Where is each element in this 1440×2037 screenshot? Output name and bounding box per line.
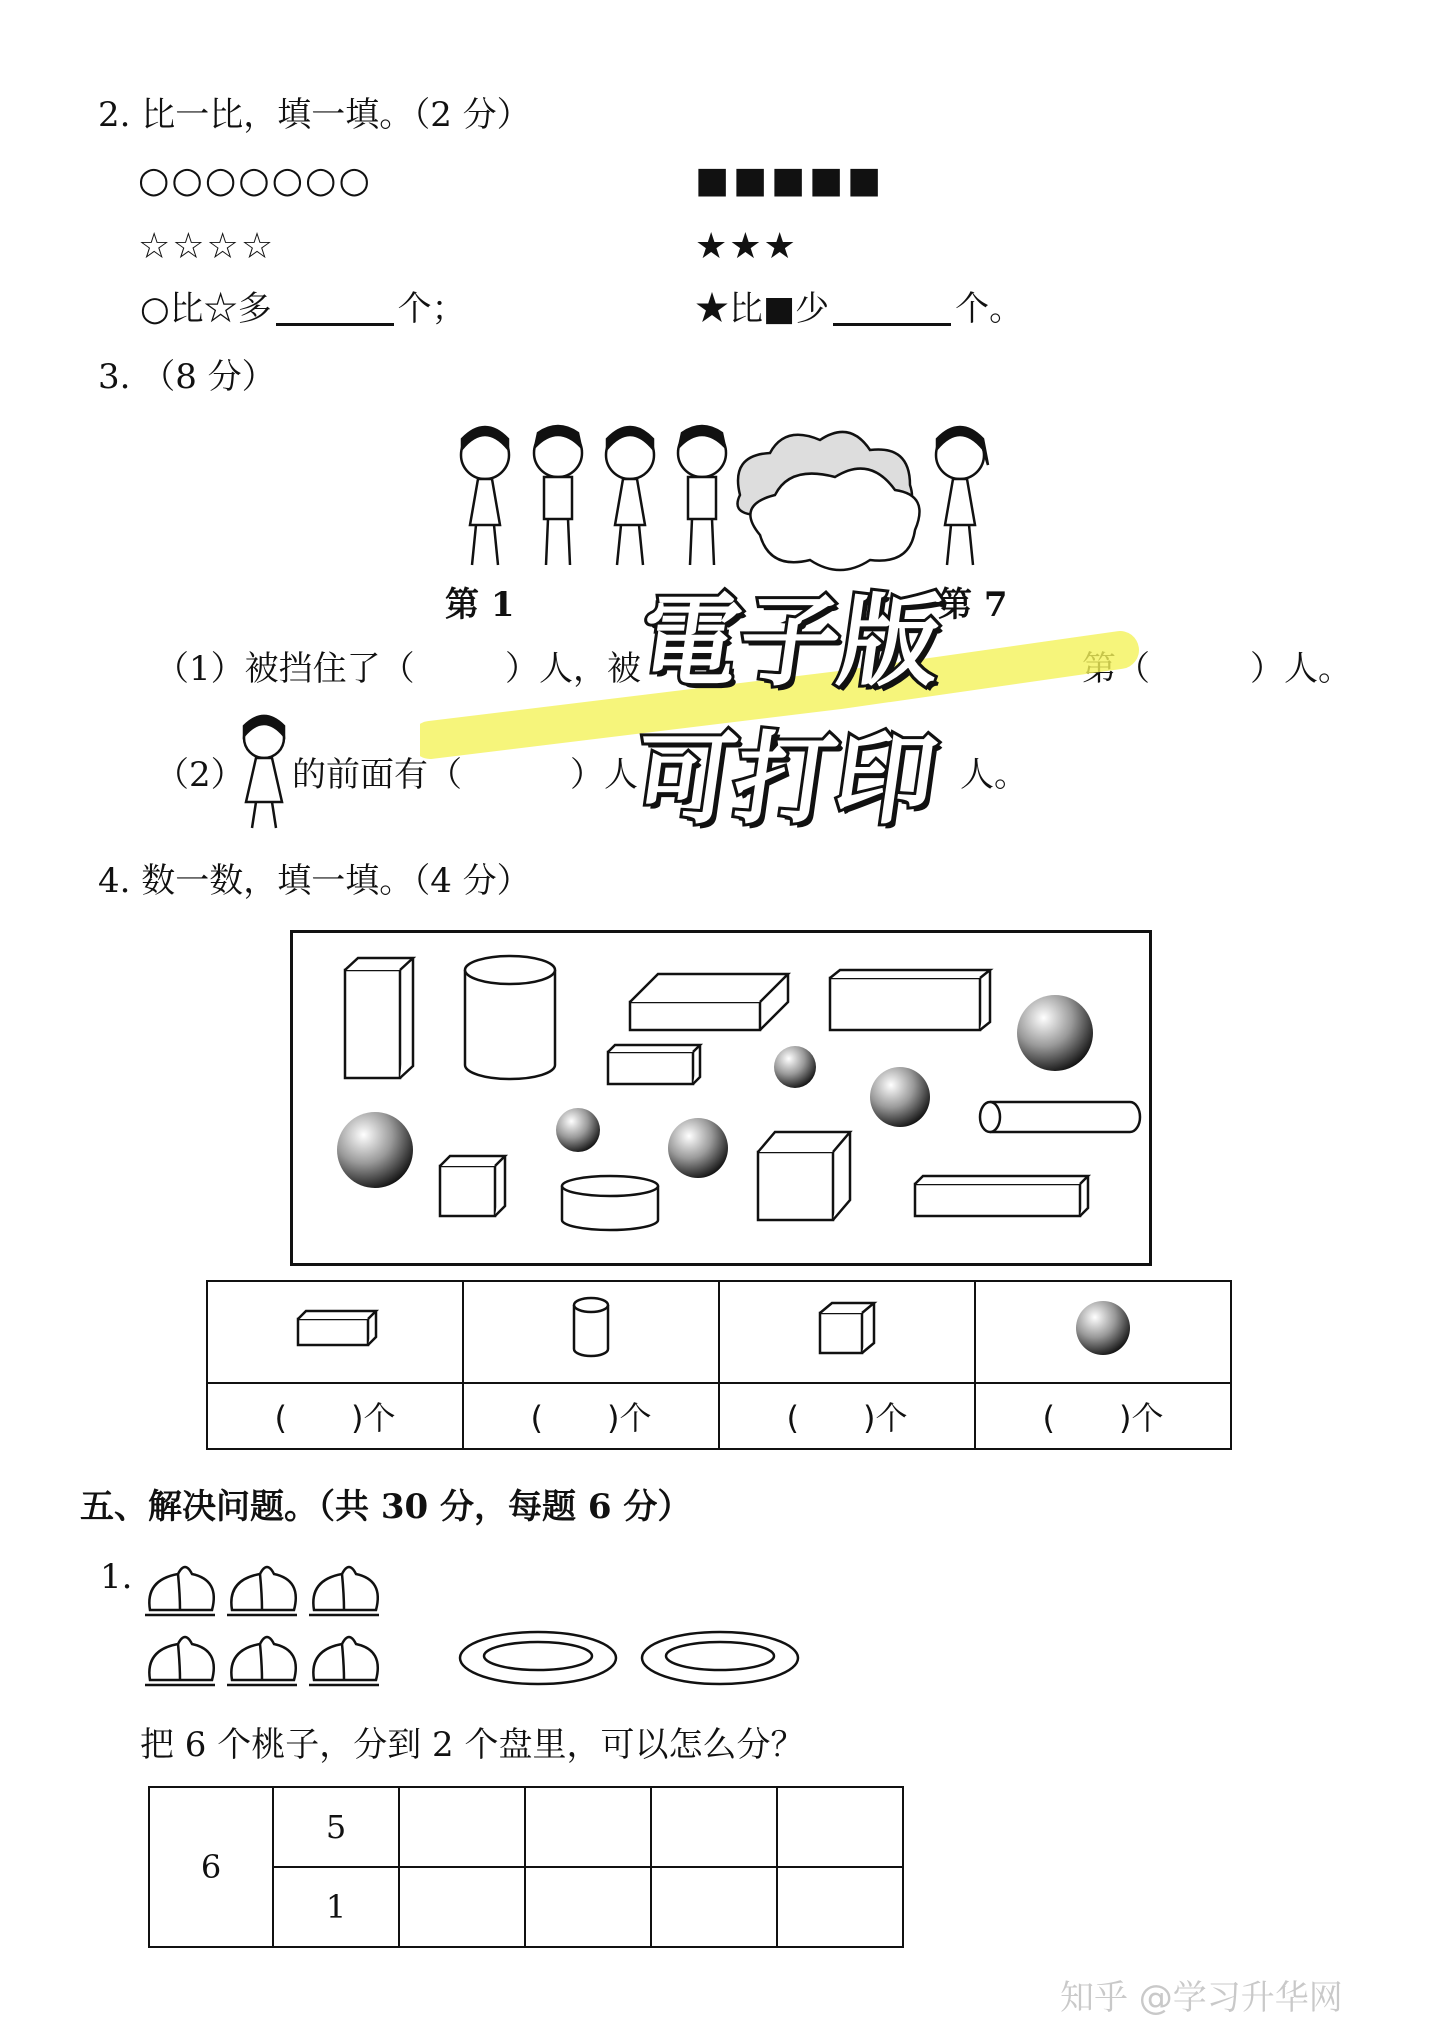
section5-title: 五、解决问题。（共 30 分，每题 6 分） (80, 1487, 692, 1527)
q3-line2-third: ）人 (570, 755, 638, 795)
q3-line2-end: 人。 (960, 755, 1028, 795)
circles-row: ○○○○○○○ (138, 160, 372, 201)
answer-cell[interactable] (651, 1867, 777, 1947)
total-cell: 6 (149, 1787, 273, 1947)
cube-icon (814, 1297, 880, 1359)
q1-number: 1. (100, 1557, 133, 1597)
child-figure-icon (678, 426, 726, 565)
q3-line1-mid: ）人，被 (505, 649, 641, 689)
peach-icon (309, 1567, 379, 1615)
answer-blank[interactable] (833, 293, 951, 326)
cylinder-icon (980, 1102, 1140, 1132)
cloud-icon (738, 432, 920, 570)
child-figure-icon (936, 427, 988, 565)
q3-line1-third: 第（ (1082, 649, 1150, 689)
girl-icon (234, 712, 294, 832)
child-figure-icon (534, 426, 582, 565)
white-stars-row: ☆☆☆☆ (138, 226, 276, 267)
child-figure-icon (606, 427, 654, 565)
cube-count-cell[interactable]: ( )个 (719, 1383, 975, 1449)
bottom-cell: 1 (273, 1867, 399, 1947)
q2-title: 2. 比一比，填一填。（2 分） (98, 95, 531, 135)
q3-line2-start: （2） (155, 755, 245, 795)
q4-title: 4. 数一数，填一填。（4 分） (98, 861, 531, 901)
q2-fill-left-text: ○比☆多 (140, 289, 272, 329)
q2-fill-left-unit: 个； (397, 289, 466, 329)
q2-fill-right (695, 289, 1024, 329)
answer-cell[interactable] (399, 1867, 525, 1947)
peach-icon (145, 1567, 215, 1615)
count-table (206, 1280, 1232, 1450)
children-line-illustration (440, 415, 1020, 580)
answer-cell[interactable] (777, 1867, 903, 1947)
cuboid-icon (830, 970, 990, 1030)
answer-blank[interactable] (276, 293, 394, 326)
split-table (148, 1786, 904, 1948)
q3-line2-mid: 的前面有（ (292, 755, 462, 795)
q2-fill-right-unit: 个。 (955, 289, 1024, 329)
black-stars-row: ★★★ (695, 226, 798, 267)
answer-cell[interactable] (399, 1787, 525, 1867)
cuboid-icon (608, 1045, 700, 1084)
label-seventh: 第 7 (938, 585, 1008, 625)
watermark: 知乎 @学习升华网 (1060, 1978, 1343, 2018)
answer-cell[interactable] (525, 1787, 651, 1867)
plate-icon (642, 1632, 798, 1684)
cuboid-cell (207, 1281, 463, 1383)
stamp-printable: 可打印 (626, 721, 944, 838)
answer-cell[interactable] (651, 1787, 777, 1867)
sphere-icon (1073, 1298, 1133, 1358)
stamp-electronic-edition: 電子版 (631, 583, 949, 700)
peaches-and-plates (140, 1560, 840, 1700)
plate-icon (460, 1632, 616, 1684)
peach-icon (309, 1637, 379, 1685)
cuboid-icon (915, 1176, 1088, 1216)
top-cell: 5 (273, 1787, 399, 1867)
cuboid-count-cell[interactable]: ( )个 (207, 1383, 463, 1449)
solids-picture-box (290, 930, 1152, 1266)
peach-icon (145, 1637, 215, 1685)
answer-cell[interactable] (777, 1787, 903, 1867)
cuboid-icon (290, 1303, 380, 1353)
label-first: 第 1 (445, 585, 515, 625)
squares-row: ■■■■■ (695, 160, 886, 201)
q3-title: 3. （8 分） (98, 357, 276, 397)
cylinder-icon (465, 956, 555, 1079)
q1-question: 把 6 个桃子，分到 2 个盘里，可以怎么分？ (140, 1725, 805, 1765)
q3-line1-end: ）人。 (1250, 649, 1352, 689)
q2-fill-left (140, 289, 466, 329)
peach-icon (227, 1567, 297, 1615)
cylinder-count-cell[interactable]: ( )个 (463, 1383, 719, 1449)
peach-icon (227, 1637, 297, 1685)
sphere-count-cell[interactable]: ( )个 (975, 1383, 1231, 1449)
cylinder-icon (562, 1176, 658, 1230)
cube-icon (440, 1156, 505, 1216)
q2-fill-right-text: ★比■少 (695, 289, 830, 329)
cube-cell (719, 1281, 975, 1383)
sphere-cell (975, 1281, 1231, 1383)
q3-line1-start: （1）被挡住了（ (155, 649, 415, 689)
child-figure-icon (461, 427, 509, 565)
answer-cell[interactable] (525, 1867, 651, 1947)
cylinder-icon (566, 1295, 616, 1361)
cylinder-cell (463, 1281, 719, 1383)
